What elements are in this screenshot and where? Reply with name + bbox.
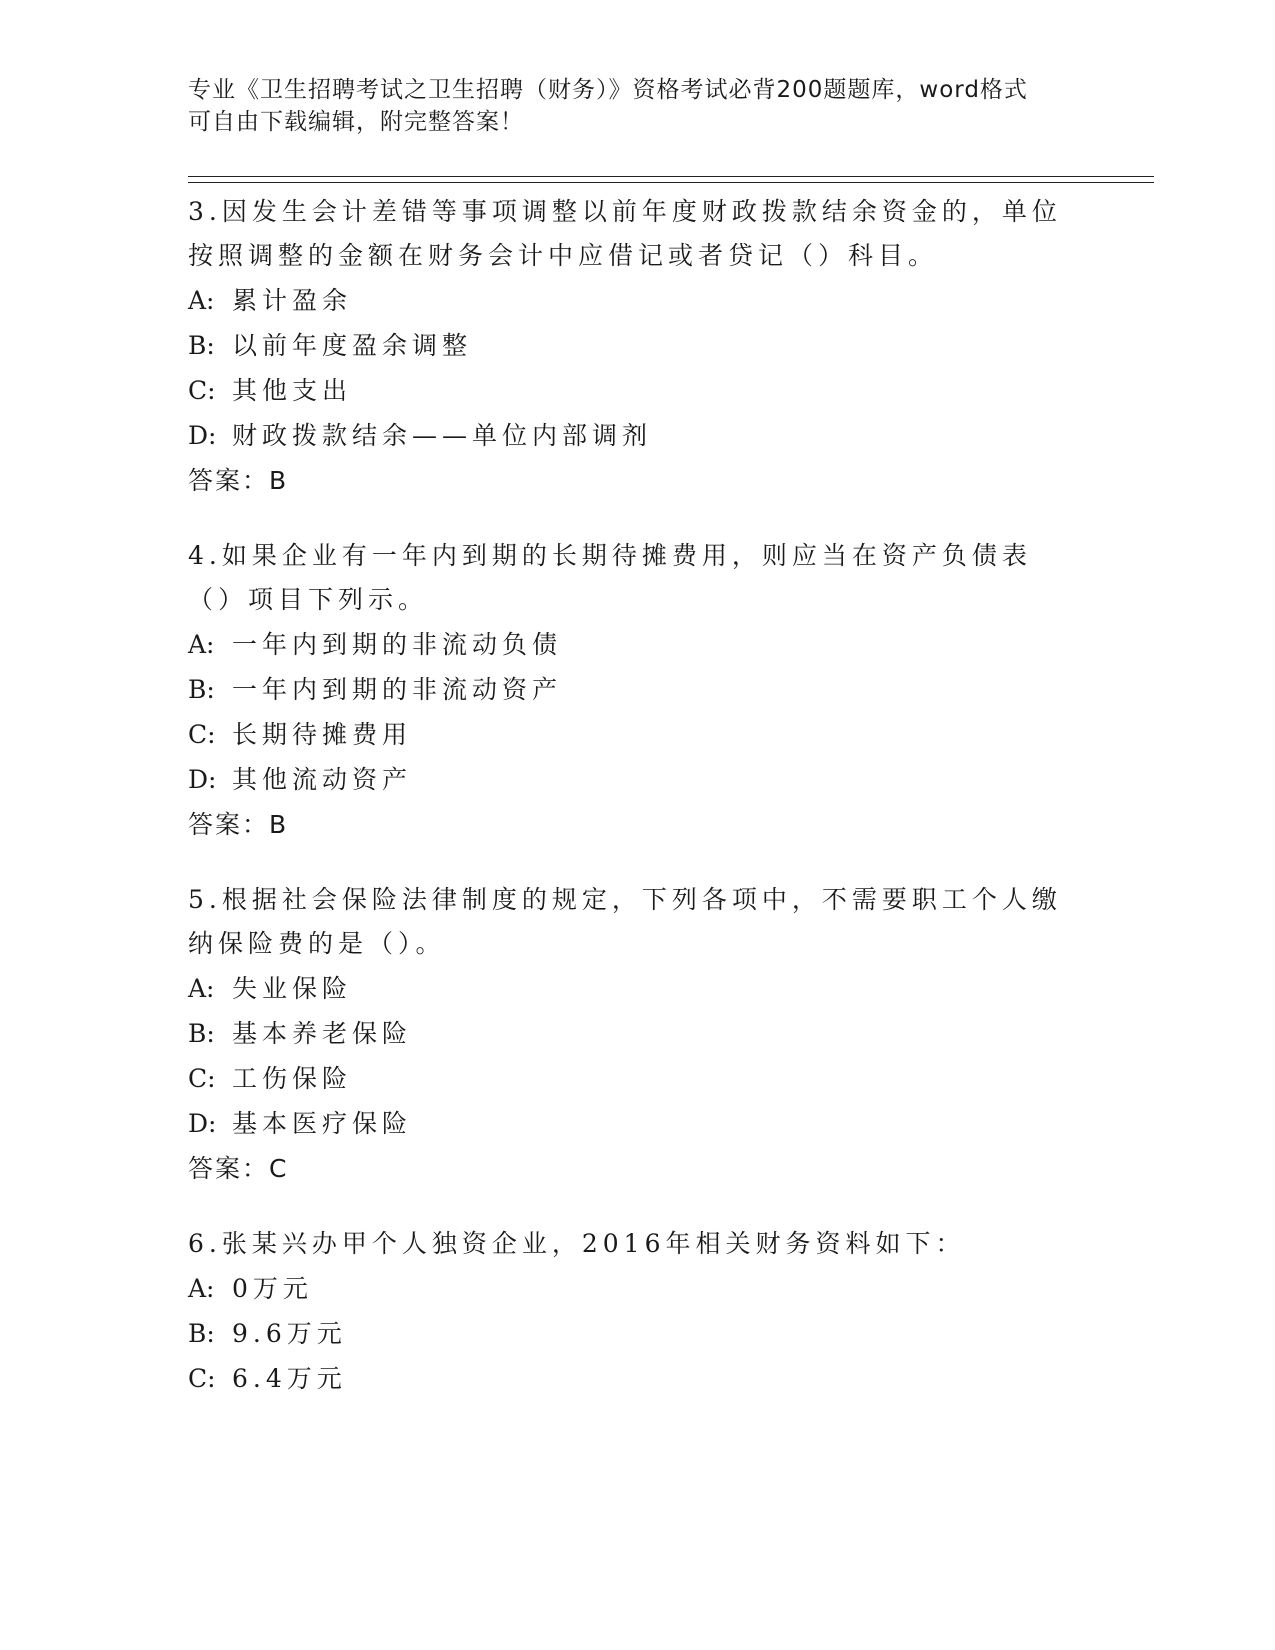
option-c: [188, 368, 1068, 413]
question-text: 3.因发生会计差错等事项调整以前年度财政拨款结余资金的，单位按照调整的金额在财务会计中应借记或者贷记（）科目。: [188, 197, 1062, 270]
question-list: [188, 190, 1068, 1432]
option-c: [188, 1056, 1068, 1101]
option-letter: C:: [188, 1364, 216, 1393]
option-letter: A:: [188, 630, 215, 659]
option-b: [188, 667, 1068, 712]
option-text: 累计盈余: [232, 286, 353, 315]
option-letter: B:: [188, 675, 215, 704]
option-c: [188, 1356, 1068, 1401]
option-letter: B:: [188, 1319, 215, 1348]
option-letter: C:: [188, 1064, 216, 1093]
option-c: [188, 712, 1068, 757]
option-text: 基本养老保险: [232, 1019, 413, 1048]
question-3: [188, 190, 1068, 503]
document-header: [188, 74, 1088, 138]
option-d: [188, 757, 1068, 802]
option-letter: A:: [188, 286, 215, 315]
option-text: 工伤保险: [232, 1064, 353, 1093]
option-text: 长期待摊费用: [232, 720, 413, 749]
question-5: [188, 878, 1068, 1191]
option-letter: D:: [188, 421, 217, 450]
option-letter: D:: [188, 1109, 217, 1138]
option-a: [188, 1266, 1068, 1311]
option-text: 9.6万元: [232, 1319, 347, 1348]
option-text: 失业保险: [232, 974, 353, 1003]
option-a: [188, 622, 1068, 667]
question-text: 5.根据社会保险法律制度的规定，下列各项中，不需要职工个人缴纳保险费的是（）。: [188, 885, 1062, 958]
option-a: [188, 966, 1068, 1011]
question-6: [188, 1222, 1068, 1401]
option-text: 其他支出: [232, 376, 353, 405]
answer-line: 答案：B: [188, 466, 289, 495]
header-divider-top: [188, 176, 1154, 177]
question-4: [188, 534, 1068, 847]
option-text: 财政拨款结余——单位内部调剂: [232, 421, 653, 450]
header-line-2: 可自由下载编辑，附完整答案！: [188, 109, 524, 135]
question-text: 6.张某兴办甲个人独资企业，2016年相关财务资料如下：: [188, 1229, 966, 1258]
option-text: 其他流动资产: [232, 765, 413, 794]
question-text: 4.如果企业有一年内到期的长期待摊费用，则应当在资产负债表（）项目下列示。: [188, 541, 1032, 614]
option-d: [188, 413, 1068, 458]
option-text: 0万元: [232, 1274, 313, 1303]
option-b: [188, 323, 1068, 368]
option-letter: D:: [188, 765, 217, 794]
option-b: [188, 1011, 1068, 1056]
option-letter: A:: [188, 974, 215, 1003]
option-text: 一年内到期的非流动资产: [232, 675, 563, 704]
option-letter: C:: [188, 720, 216, 749]
option-letter: B:: [188, 1019, 215, 1048]
header-line-1: 专业《卫生招聘考试之卫生招聘（财务）》资格考试必背200题题库，word格式: [188, 77, 1028, 103]
answer-line: 答案：C: [188, 1154, 289, 1183]
option-text: 基本医疗保险: [232, 1109, 413, 1138]
option-a: [188, 278, 1068, 323]
option-d: [188, 1101, 1068, 1146]
answer-line: 答案：B: [188, 810, 289, 839]
option-letter: B:: [188, 331, 215, 360]
option-letter: C:: [188, 376, 216, 405]
option-text: 6.4万元: [232, 1364, 347, 1393]
header-divider-bottom: [188, 182, 1154, 183]
option-letter: A:: [188, 1274, 215, 1303]
option-text: 以前年度盈余调整: [232, 331, 473, 360]
option-b: [188, 1311, 1068, 1356]
option-text: 一年内到期的非流动负债: [232, 630, 563, 659]
